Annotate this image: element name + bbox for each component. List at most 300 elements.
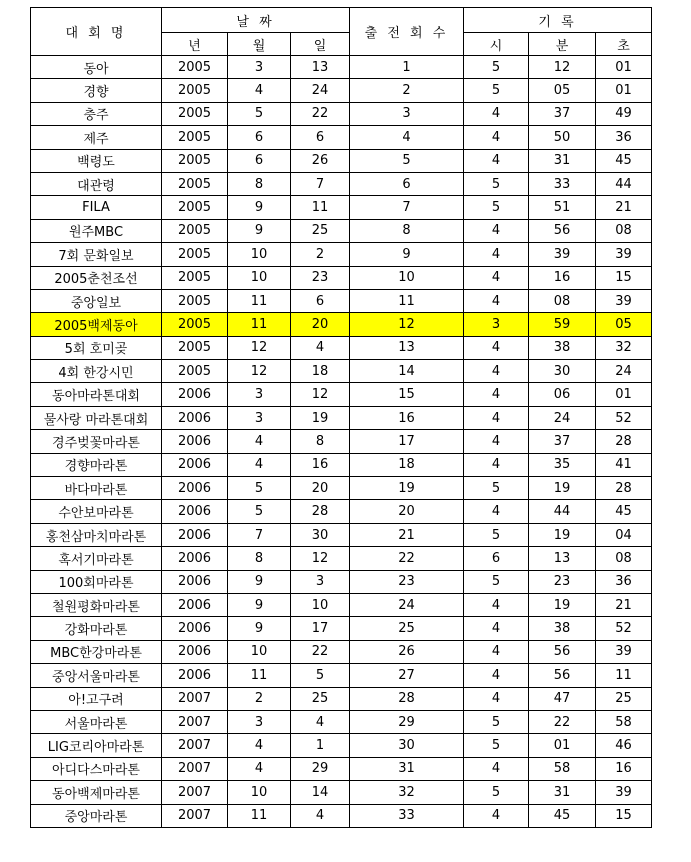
cell-seconds: 36 <box>596 570 652 593</box>
cell-year: 2006 <box>162 617 228 640</box>
table-row <box>31 477 652 500</box>
header-row-top <box>31 8 652 33</box>
cell-year: 2006 <box>162 500 228 523</box>
table-row <box>31 102 652 125</box>
cell-month: 8 <box>228 172 291 195</box>
cell-entry-count: 17 <box>350 430 464 453</box>
cell-event-name: LIG코리아마라톤 <box>31 734 162 757</box>
table-row <box>31 453 652 476</box>
cell-seconds: 21 <box>596 196 652 219</box>
cell-day: 23 <box>291 266 350 289</box>
cell-seconds: 21 <box>596 593 652 616</box>
cell-entry-count: 23 <box>350 570 464 593</box>
cell-month: 11 <box>228 804 291 827</box>
cell-entry-count: 25 <box>350 617 464 640</box>
cell-month: 9 <box>228 593 291 616</box>
cell-event-name: 바다마라톤 <box>31 477 162 500</box>
cell-month: 5 <box>228 477 291 500</box>
cell-event-name: 홍천삼마치마라톤 <box>31 523 162 546</box>
cell-day: 11 <box>291 196 350 219</box>
cell-seconds: 39 <box>596 640 652 663</box>
cell-day: 6 <box>291 289 350 312</box>
cell-minutes: 19 <box>529 593 596 616</box>
table-row <box>31 56 652 79</box>
cell-day: 3 <box>291 570 350 593</box>
cell-day: 13 <box>291 56 350 79</box>
cell-minutes: 59 <box>529 313 596 336</box>
marathon-record-sheet <box>30 7 652 828</box>
cell-hours: 4 <box>464 640 529 663</box>
table-row <box>31 149 652 172</box>
cell-entry-count: 22 <box>350 547 464 570</box>
cell-seconds: 15 <box>596 266 652 289</box>
cell-minutes: 33 <box>529 172 596 195</box>
table-row <box>31 430 652 453</box>
cell-event-name: 아디다스마라톤 <box>31 757 162 780</box>
cell-seconds: 49 <box>596 102 652 125</box>
cell-year: 2005 <box>162 79 228 102</box>
cell-month: 9 <box>228 617 291 640</box>
cell-day: 4 <box>291 710 350 733</box>
cell-hours: 4 <box>464 804 529 827</box>
cell-year: 2007 <box>162 804 228 827</box>
table-row <box>31 781 652 804</box>
cell-month: 9 <box>228 196 291 219</box>
cell-year: 2005 <box>162 313 228 336</box>
table-row <box>31 126 652 149</box>
cell-seconds: 01 <box>596 79 652 102</box>
cell-day: 12 <box>291 383 350 406</box>
cell-day: 7 <box>291 172 350 195</box>
cell-month: 10 <box>228 781 291 804</box>
cell-month: 10 <box>228 640 291 663</box>
cell-day: 14 <box>291 781 350 804</box>
cell-hours: 4 <box>464 266 529 289</box>
cell-entry-count: 13 <box>350 336 464 359</box>
table-row <box>31 172 652 195</box>
cell-event-name: 5회 호미곶 <box>31 336 162 359</box>
cell-year: 2005 <box>162 196 228 219</box>
cell-seconds: 45 <box>596 149 652 172</box>
cell-hours: 4 <box>464 336 529 359</box>
cell-minutes: 56 <box>529 219 596 242</box>
table-row <box>31 196 652 219</box>
cell-year: 2007 <box>162 734 228 757</box>
cell-minutes: 38 <box>529 336 596 359</box>
cell-month: 3 <box>228 710 291 733</box>
table-row <box>31 734 652 757</box>
cell-minutes: 56 <box>529 640 596 663</box>
cell-month: 6 <box>228 149 291 172</box>
cell-seconds: 04 <box>596 523 652 546</box>
cell-event-name: 대관령 <box>31 172 162 195</box>
cell-entry-count: 15 <box>350 383 464 406</box>
cell-hours: 4 <box>464 430 529 453</box>
table-row <box>31 219 652 242</box>
cell-day: 4 <box>291 804 350 827</box>
cell-entry-count: 16 <box>350 406 464 429</box>
cell-entry-count: 12 <box>350 313 464 336</box>
cell-day: 30 <box>291 523 350 546</box>
cell-seconds: 28 <box>596 430 652 453</box>
table-row <box>31 804 652 827</box>
cell-seconds: 08 <box>596 219 652 242</box>
cell-month: 3 <box>228 56 291 79</box>
cell-month: 12 <box>228 336 291 359</box>
cell-year: 2005 <box>162 126 228 149</box>
cell-event-name: MBC한강마라톤 <box>31 640 162 663</box>
cell-seconds: 32 <box>596 336 652 359</box>
cell-seconds: 58 <box>596 710 652 733</box>
cell-seconds: 28 <box>596 477 652 500</box>
cell-day: 6 <box>291 126 350 149</box>
cell-hours: 4 <box>464 102 529 125</box>
cell-minutes: 08 <box>529 289 596 312</box>
cell-event-name: 동아마라톤대회 <box>31 383 162 406</box>
cell-seconds: 39 <box>596 243 652 266</box>
cell-hours: 5 <box>464 477 529 500</box>
cell-minutes: 19 <box>529 477 596 500</box>
cell-minutes: 35 <box>529 453 596 476</box>
cell-month: 9 <box>228 570 291 593</box>
cell-entry-count: 29 <box>350 710 464 733</box>
cell-minutes: 51 <box>529 196 596 219</box>
cell-minutes: 06 <box>529 383 596 406</box>
cell-day: 2 <box>291 243 350 266</box>
cell-month: 11 <box>228 289 291 312</box>
cell-event-name: 동아백제마라톤 <box>31 781 162 804</box>
cell-year: 2006 <box>162 453 228 476</box>
table-row <box>31 617 652 640</box>
cell-seconds: 08 <box>596 547 652 570</box>
cell-entry-count: 31 <box>350 757 464 780</box>
cell-hours: 5 <box>464 570 529 593</box>
cell-minutes: 38 <box>529 617 596 640</box>
cell-year: 2006 <box>162 523 228 546</box>
cell-event-name: 경향마라톤 <box>31 453 162 476</box>
cell-month: 4 <box>228 757 291 780</box>
cell-entry-count: 5 <box>350 149 464 172</box>
cell-minutes: 47 <box>529 687 596 710</box>
cell-hours: 5 <box>464 781 529 804</box>
cell-hours: 5 <box>464 710 529 733</box>
cell-year: 2006 <box>162 477 228 500</box>
table-row <box>31 336 652 359</box>
cell-entry-count: 27 <box>350 664 464 687</box>
cell-day: 19 <box>291 406 350 429</box>
cell-event-name: 100회마라톤 <box>31 570 162 593</box>
cell-day: 4 <box>291 336 350 359</box>
cell-entry-count: 2 <box>350 79 464 102</box>
cell-hours: 6 <box>464 547 529 570</box>
cell-event-name: 중앙마라톤 <box>31 804 162 827</box>
cell-seconds: 01 <box>596 383 652 406</box>
cell-minutes: 12 <box>529 56 596 79</box>
table-row <box>31 360 652 383</box>
cell-hours: 5 <box>464 79 529 102</box>
cell-year: 2006 <box>162 640 228 663</box>
cell-minutes: 45 <box>529 804 596 827</box>
cell-entry-count: 7 <box>350 196 464 219</box>
cell-month: 4 <box>228 734 291 757</box>
cell-event-name: 제주 <box>31 126 162 149</box>
cell-month: 4 <box>228 430 291 453</box>
table-row <box>31 243 652 266</box>
cell-day: 8 <box>291 430 350 453</box>
cell-minutes: 37 <box>529 102 596 125</box>
cell-hours: 4 <box>464 243 529 266</box>
cell-event-name: 강화마라톤 <box>31 617 162 640</box>
cell-year: 2005 <box>162 56 228 79</box>
cell-seconds: 41 <box>596 453 652 476</box>
cell-seconds: 52 <box>596 617 652 640</box>
table-row <box>31 500 652 523</box>
cell-hours: 4 <box>464 664 529 687</box>
cell-minutes: 01 <box>529 734 596 757</box>
cell-year: 2006 <box>162 593 228 616</box>
cell-day: 20 <box>291 313 350 336</box>
cell-day: 22 <box>291 640 350 663</box>
cell-hours: 5 <box>464 56 529 79</box>
cell-entry-count: 28 <box>350 687 464 710</box>
header-month: 월 <box>228 33 291 56</box>
cell-year: 2005 <box>162 243 228 266</box>
cell-month: 8 <box>228 547 291 570</box>
cell-day: 16 <box>291 453 350 476</box>
cell-minutes: 56 <box>529 664 596 687</box>
cell-minutes: 39 <box>529 243 596 266</box>
cell-month: 7 <box>228 523 291 546</box>
cell-hours: 4 <box>464 593 529 616</box>
table-row-highlighted <box>31 313 652 336</box>
cell-month: 3 <box>228 406 291 429</box>
table-row <box>31 570 652 593</box>
cell-minutes: 22 <box>529 710 596 733</box>
cell-year: 2005 <box>162 219 228 242</box>
cell-seconds: 46 <box>596 734 652 757</box>
cell-hours: 4 <box>464 500 529 523</box>
cell-minutes: 31 <box>529 781 596 804</box>
header-minutes: 분 <box>529 33 596 56</box>
cell-hours: 5 <box>464 734 529 757</box>
cell-month: 2 <box>228 687 291 710</box>
cell-entry-count: 21 <box>350 523 464 546</box>
cell-year: 2006 <box>162 406 228 429</box>
cell-hours: 4 <box>464 617 529 640</box>
cell-entry-count: 4 <box>350 126 464 149</box>
cell-hours: 4 <box>464 453 529 476</box>
cell-month: 10 <box>228 243 291 266</box>
header-year: 년 <box>162 33 228 56</box>
cell-hours: 4 <box>464 360 529 383</box>
cell-year: 2005 <box>162 149 228 172</box>
cell-year: 2006 <box>162 547 228 570</box>
cell-day: 10 <box>291 593 350 616</box>
cell-entry-count: 6 <box>350 172 464 195</box>
table-row <box>31 710 652 733</box>
header-event-name: 대 회 명 <box>31 8 162 56</box>
cell-minutes: 24 <box>529 406 596 429</box>
table-row <box>31 547 652 570</box>
cell-entry-count: 19 <box>350 477 464 500</box>
table-row <box>31 664 652 687</box>
cell-seconds: 11 <box>596 664 652 687</box>
cell-day: 1 <box>291 734 350 757</box>
cell-month: 12 <box>228 360 291 383</box>
cell-year: 2005 <box>162 172 228 195</box>
cell-event-name: 철원평화마라톤 <box>31 593 162 616</box>
cell-day: 12 <box>291 547 350 570</box>
cell-year: 2007 <box>162 781 228 804</box>
table-row <box>31 687 652 710</box>
cell-hours: 4 <box>464 149 529 172</box>
table-row <box>31 593 652 616</box>
cell-hours: 4 <box>464 289 529 312</box>
cell-event-name: 7회 문화일보 <box>31 243 162 266</box>
cell-event-name: 물사랑 마라톤대회 <box>31 406 162 429</box>
cell-year: 2006 <box>162 430 228 453</box>
cell-seconds: 01 <box>596 56 652 79</box>
cell-day: 17 <box>291 617 350 640</box>
cell-seconds: 36 <box>596 126 652 149</box>
cell-hours: 5 <box>464 196 529 219</box>
cell-year: 2007 <box>162 687 228 710</box>
cell-event-name: FILA <box>31 196 162 219</box>
cell-event-name: 백령도 <box>31 149 162 172</box>
cell-event-name: 중앙서울마라톤 <box>31 664 162 687</box>
table-row <box>31 640 652 663</box>
cell-hours: 4 <box>464 757 529 780</box>
cell-day: 5 <box>291 664 350 687</box>
cell-event-name: 수안보마라톤 <box>31 500 162 523</box>
cell-month: 6 <box>228 126 291 149</box>
cell-day: 28 <box>291 500 350 523</box>
cell-day: 26 <box>291 149 350 172</box>
cell-day: 20 <box>291 477 350 500</box>
cell-year: 2007 <box>162 710 228 733</box>
cell-event-name: 동아 <box>31 56 162 79</box>
cell-month: 4 <box>228 453 291 476</box>
cell-year: 2005 <box>162 102 228 125</box>
cell-day: 25 <box>291 687 350 710</box>
header-day: 일 <box>291 33 350 56</box>
cell-month: 3 <box>228 383 291 406</box>
cell-entry-count: 9 <box>350 243 464 266</box>
cell-event-name: 경주벚꽃마라톤 <box>31 430 162 453</box>
cell-event-name: 원주MBC <box>31 219 162 242</box>
cell-minutes: 16 <box>529 266 596 289</box>
cell-seconds: 05 <box>596 313 652 336</box>
cell-hours: 4 <box>464 219 529 242</box>
header-seconds: 초 <box>596 33 652 56</box>
cell-entry-count: 3 <box>350 102 464 125</box>
cell-entry-count: 30 <box>350 734 464 757</box>
table-row <box>31 266 652 289</box>
cell-entry-count: 1 <box>350 56 464 79</box>
cell-event-name: 2005춘천조선 <box>31 266 162 289</box>
marathon-record-table <box>30 7 652 828</box>
table-row <box>31 523 652 546</box>
cell-month: 4 <box>228 79 291 102</box>
header-hours: 시 <box>464 33 529 56</box>
cell-entry-count: 26 <box>350 640 464 663</box>
cell-seconds: 44 <box>596 172 652 195</box>
table-row <box>31 79 652 102</box>
cell-hours: 5 <box>464 523 529 546</box>
cell-year: 2006 <box>162 570 228 593</box>
cell-year: 2005 <box>162 266 228 289</box>
cell-month: 11 <box>228 313 291 336</box>
header-entry-count: 출 전 회 수 <box>350 8 464 56</box>
cell-entry-count: 32 <box>350 781 464 804</box>
cell-month: 9 <box>228 219 291 242</box>
cell-day: 18 <box>291 360 350 383</box>
cell-year: 2005 <box>162 360 228 383</box>
cell-minutes: 58 <box>529 757 596 780</box>
cell-hours: 5 <box>464 172 529 195</box>
cell-day: 29 <box>291 757 350 780</box>
cell-entry-count: 14 <box>350 360 464 383</box>
cell-seconds: 52 <box>596 406 652 429</box>
cell-minutes: 44 <box>529 500 596 523</box>
cell-seconds: 24 <box>596 360 652 383</box>
table-row <box>31 383 652 406</box>
cell-event-name: 경향 <box>31 79 162 102</box>
table-row <box>31 757 652 780</box>
cell-hours: 4 <box>464 126 529 149</box>
cell-year: 2007 <box>162 757 228 780</box>
cell-minutes: 23 <box>529 570 596 593</box>
table-body <box>31 56 652 828</box>
header-record: 기 록 <box>464 8 652 33</box>
cell-hours: 4 <box>464 687 529 710</box>
table-row <box>31 406 652 429</box>
cell-minutes: 05 <box>529 79 596 102</box>
cell-year: 2005 <box>162 289 228 312</box>
cell-hours: 4 <box>464 383 529 406</box>
cell-event-name: 중앙일보 <box>31 289 162 312</box>
cell-year: 2006 <box>162 383 228 406</box>
cell-month: 10 <box>228 266 291 289</box>
header-date: 날 짜 <box>162 8 350 33</box>
cell-month: 5 <box>228 102 291 125</box>
cell-month: 11 <box>228 664 291 687</box>
cell-hours: 3 <box>464 313 529 336</box>
cell-entry-count: 8 <box>350 219 464 242</box>
cell-seconds: 16 <box>596 757 652 780</box>
cell-seconds: 15 <box>596 804 652 827</box>
cell-minutes: 50 <box>529 126 596 149</box>
cell-seconds: 39 <box>596 781 652 804</box>
cell-minutes: 37 <box>529 430 596 453</box>
cell-event-name: 충주 <box>31 102 162 125</box>
cell-event-name: 서울마라톤 <box>31 710 162 733</box>
cell-minutes: 31 <box>529 149 596 172</box>
cell-year: 2005 <box>162 336 228 359</box>
cell-hours: 4 <box>464 406 529 429</box>
cell-day: 22 <box>291 102 350 125</box>
table-row <box>31 289 652 312</box>
cell-day: 25 <box>291 219 350 242</box>
cell-entry-count: 24 <box>350 593 464 616</box>
cell-event-name: 혹서기마라톤 <box>31 547 162 570</box>
cell-seconds: 25 <box>596 687 652 710</box>
cell-entry-count: 33 <box>350 804 464 827</box>
cell-seconds: 45 <box>596 500 652 523</box>
cell-minutes: 30 <box>529 360 596 383</box>
cell-event-name: 2005백제동아 <box>31 313 162 336</box>
cell-entry-count: 11 <box>350 289 464 312</box>
